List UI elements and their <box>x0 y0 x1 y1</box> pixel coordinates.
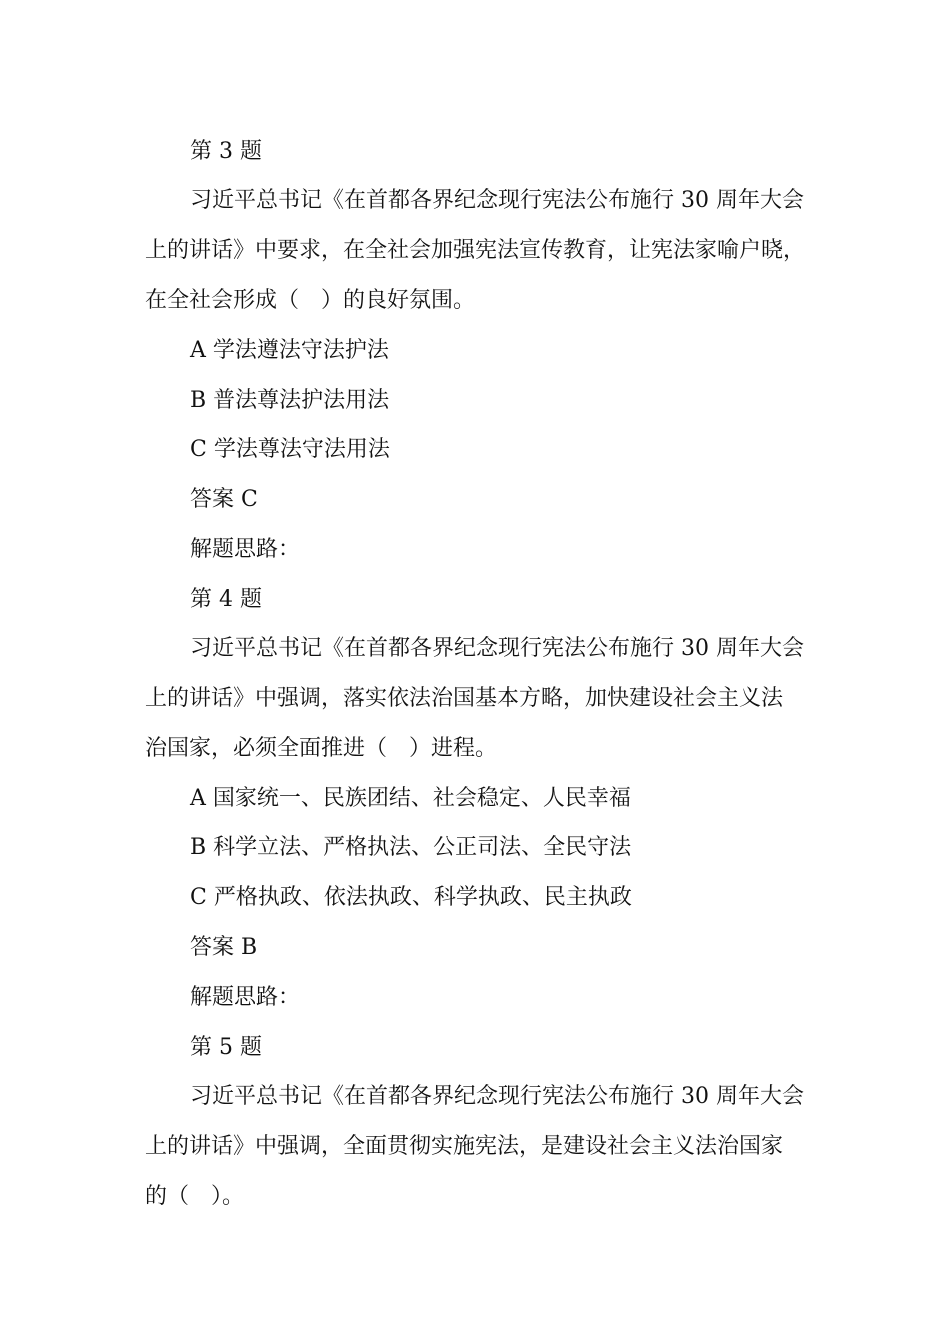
question-5-stem-line-1: 习近平总书记《在首都各界纪念现行宪法公布施行 30 周年大会 <box>190 1084 804 1109</box>
question-3-option-c: C 学法尊法守法用法 <box>190 437 390 462</box>
question-4-stem-line-1: 习近平总书记《在首都各界纪念现行宪法公布施行 30 周年大会 <box>190 636 804 661</box>
question-5-stem-line-2: 上的讲话》中强调，全面贯彻实施宪法，是建设社会主义法治国家 <box>145 1134 784 1159</box>
question-5-stem-line-3: 的（ ）。 <box>145 1184 245 1209</box>
question-4-answer: 答案 B <box>190 935 258 960</box>
question-4-stem-line-2: 上的讲话》中强调，落实依法治国基本方略，加快建设社会主义法 <box>145 686 784 711</box>
question-4-option-a: A 国家统一、民族团结、社会稳定、人民幸福 <box>190 786 631 811</box>
question-3-stem-line-2: 上的讲话》中要求，在全社会加强宪法宣传教育，让宪法家喻户晓， <box>145 238 806 263</box>
question-3-analysis: 解题思路： <box>190 537 301 562</box>
question-4-analysis: 解题思路： <box>190 985 301 1010</box>
question-3-option-b: B 普法尊法护法用法 <box>190 388 390 413</box>
question-4-option-b: B 科学立法、严格执法、公正司法、全民守法 <box>190 835 632 860</box>
question-3-stem-line-3: 在全社会形成（ ）的良好氛围。 <box>145 288 476 313</box>
question-4-heading: 第 4 题 <box>190 587 262 612</box>
question-3-heading: 第 3 题 <box>190 139 262 164</box>
question-3-answer: 答案 C <box>190 487 258 512</box>
question-4-stem-line-3: 治国家，必须全面推进（ ）进程。 <box>145 736 498 761</box>
question-4-option-c: C 严格执政、依法执政、科学执政、民主执政 <box>190 885 632 910</box>
question-3-stem-line-1: 习近平总书记《在首都各界纪念现行宪法公布施行 30 周年大会 <box>190 188 804 213</box>
question-3-option-a: A 学法遵法守法护法 <box>190 338 389 363</box>
question-5-heading: 第 5 题 <box>190 1035 262 1060</box>
